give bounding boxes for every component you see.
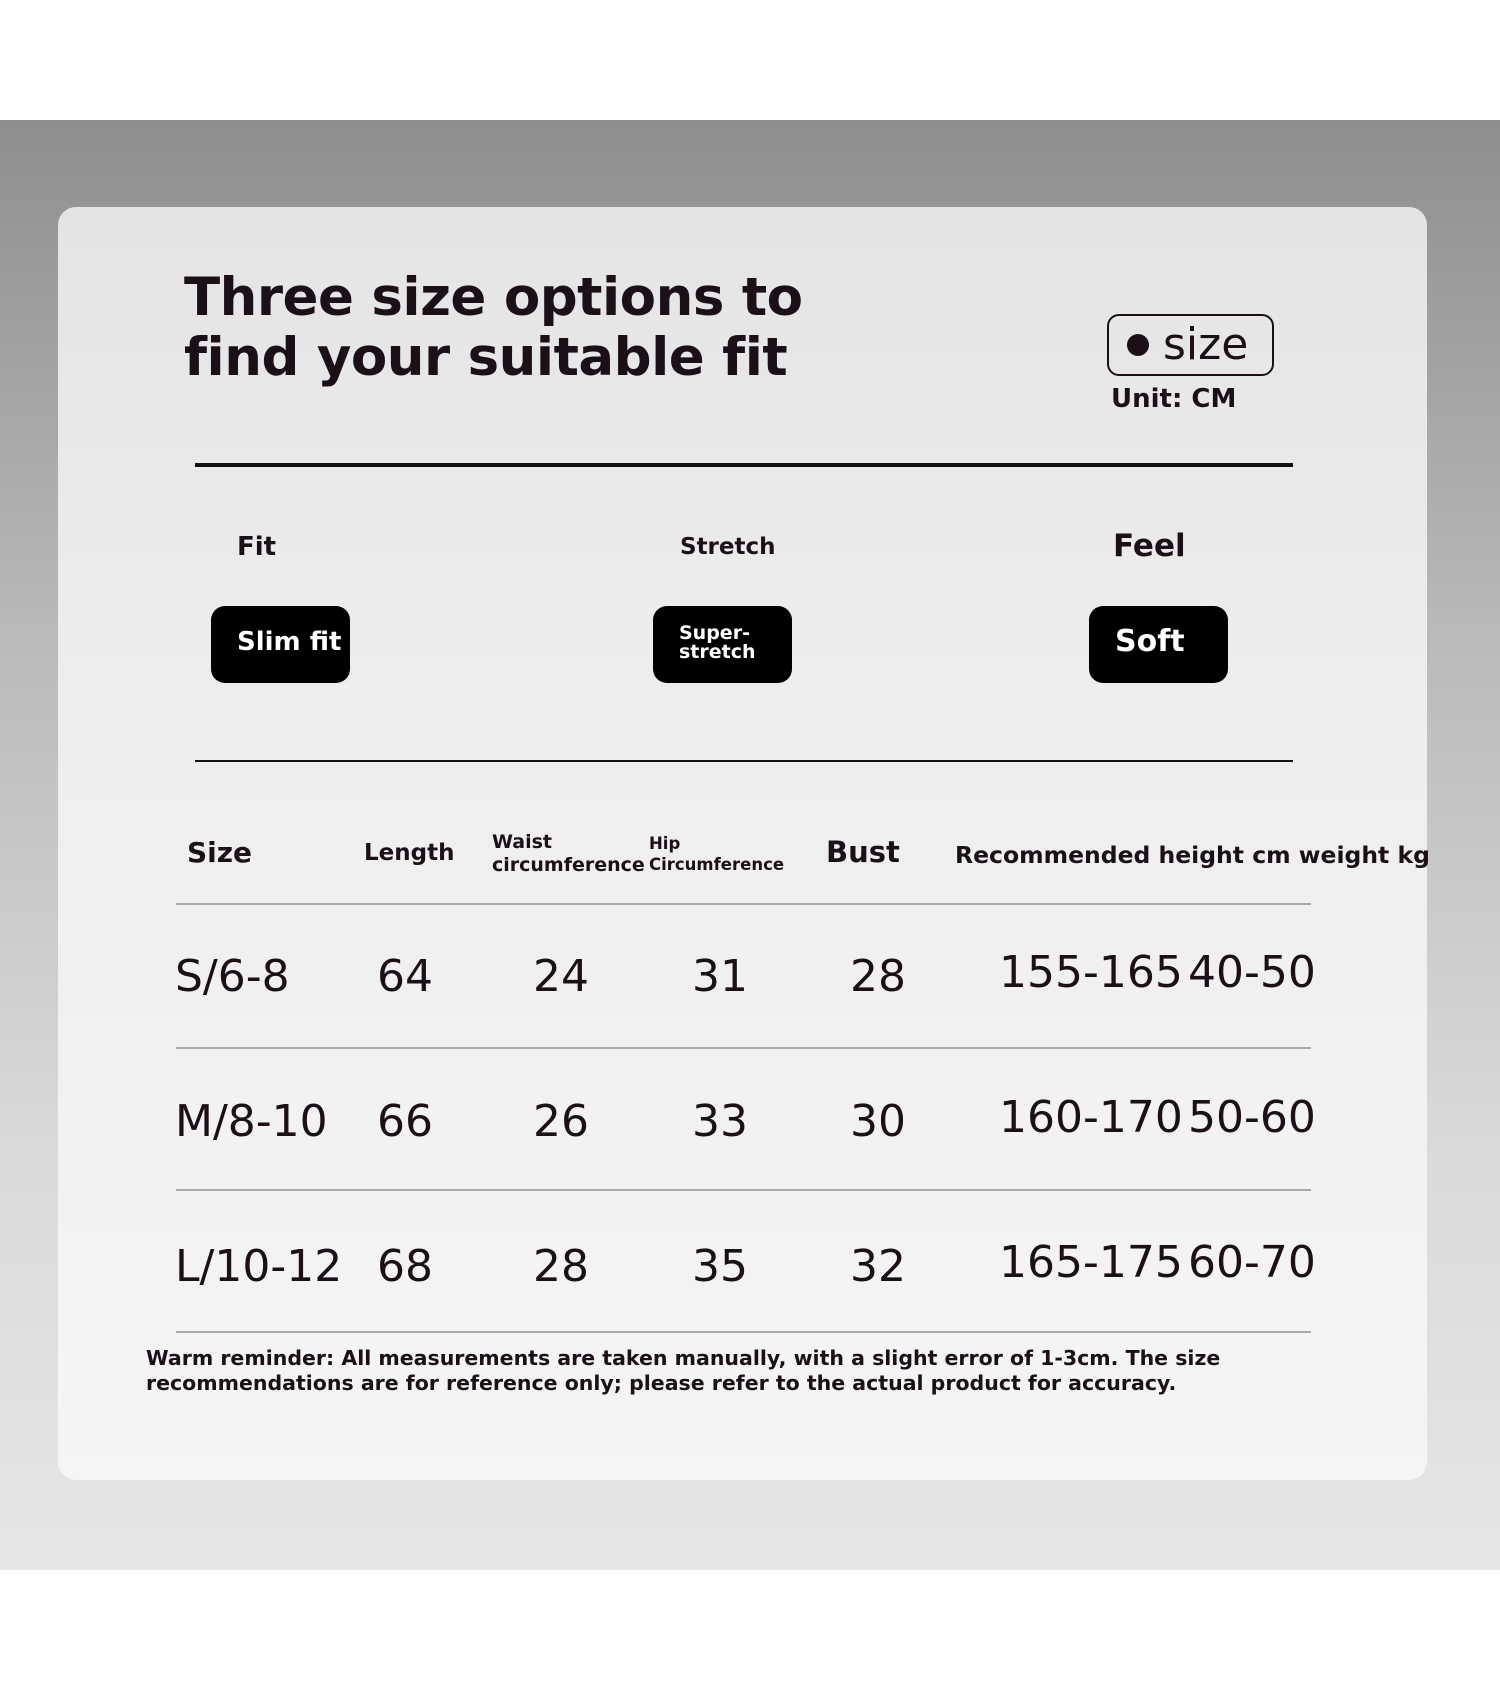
attr-value-stretch-line-1: Super- xyxy=(679,621,750,644)
attr-label-stretch: Stretch xyxy=(680,534,776,560)
header-waist-line-2: circumference xyxy=(492,854,645,876)
header-hip-line-1: Hip xyxy=(649,834,681,853)
cell-weight-m: 50-60 xyxy=(1188,1092,1316,1143)
warm-reminder-note: Warm reminder: All measurements are taken manually, with a slight error of 1-3cm. The size recommendations are for reference only; please refer to the actual product for accuracy. xyxy=(146,1346,1221,1395)
attr-value-stretch xyxy=(653,606,792,683)
cell-bust-l: 32 xyxy=(850,1241,906,1292)
size-badge xyxy=(1107,314,1274,376)
header-waist-line-1: Waist xyxy=(492,831,553,853)
cell-waist-l: 28 xyxy=(533,1241,589,1292)
size-badge-label: size xyxy=(1163,319,1249,370)
attr-value-feel-text: Soft xyxy=(1115,623,1185,659)
cell-waist-m: 26 xyxy=(533,1096,589,1147)
cell-length-m: 66 xyxy=(377,1096,433,1147)
title-line-2: find your suitable fit xyxy=(184,327,788,388)
header-hip xyxy=(649,833,784,875)
header-waist xyxy=(492,831,645,877)
divider-middle xyxy=(195,760,1293,762)
divider-top xyxy=(195,463,1293,467)
header-recommended: Recommended height cm weight kg xyxy=(955,841,1430,869)
cell-size-s: S/6-8 xyxy=(175,951,290,1002)
cell-bust-m: 30 xyxy=(850,1096,906,1147)
attr-value-fit-text: Slim fit xyxy=(237,626,342,657)
header-bust: Bust xyxy=(826,835,900,869)
attr-value-feel xyxy=(1089,606,1228,683)
unit-label: Unit: CM xyxy=(1111,384,1237,414)
attr-value-stretch-line-2: stretch xyxy=(679,640,756,663)
cell-bust-s: 28 xyxy=(850,951,906,1002)
cell-size-l: L/10-12 xyxy=(175,1241,343,1292)
cell-length-s: 64 xyxy=(377,951,433,1002)
cell-weight-s: 40-50 xyxy=(1188,947,1316,998)
table-divider-header xyxy=(176,903,1311,905)
table-divider-2 xyxy=(176,1189,1311,1191)
cell-hip-l: 35 xyxy=(692,1241,748,1292)
cell-size-m: M/8-10 xyxy=(175,1096,328,1147)
cell-length-l: 68 xyxy=(377,1241,433,1292)
header-size: Size xyxy=(187,836,253,869)
title-line-1: Three size options to xyxy=(184,267,803,328)
bullet-dot-icon xyxy=(1127,334,1149,356)
cell-weight-l: 60-70 xyxy=(1188,1237,1316,1288)
cell-height-l: 165-175 xyxy=(999,1237,1183,1288)
attr-label-fit: Fit xyxy=(237,532,277,562)
cell-hip-s: 31 xyxy=(692,951,748,1002)
cell-hip-m: 33 xyxy=(692,1096,748,1147)
header-hip-line-2: Circumference xyxy=(649,855,785,874)
table-divider-1 xyxy=(176,1047,1311,1049)
cell-height-m: 160-170 xyxy=(999,1092,1183,1143)
cell-waist-s: 24 xyxy=(533,951,589,1002)
attr-value-fit xyxy=(211,606,350,683)
page-title xyxy=(184,268,864,388)
attr-label-feel: Feel xyxy=(1113,528,1186,564)
header-length: Length xyxy=(364,840,455,866)
table-divider-bottom xyxy=(176,1331,1311,1333)
cell-height-s: 155-165 xyxy=(999,947,1183,998)
